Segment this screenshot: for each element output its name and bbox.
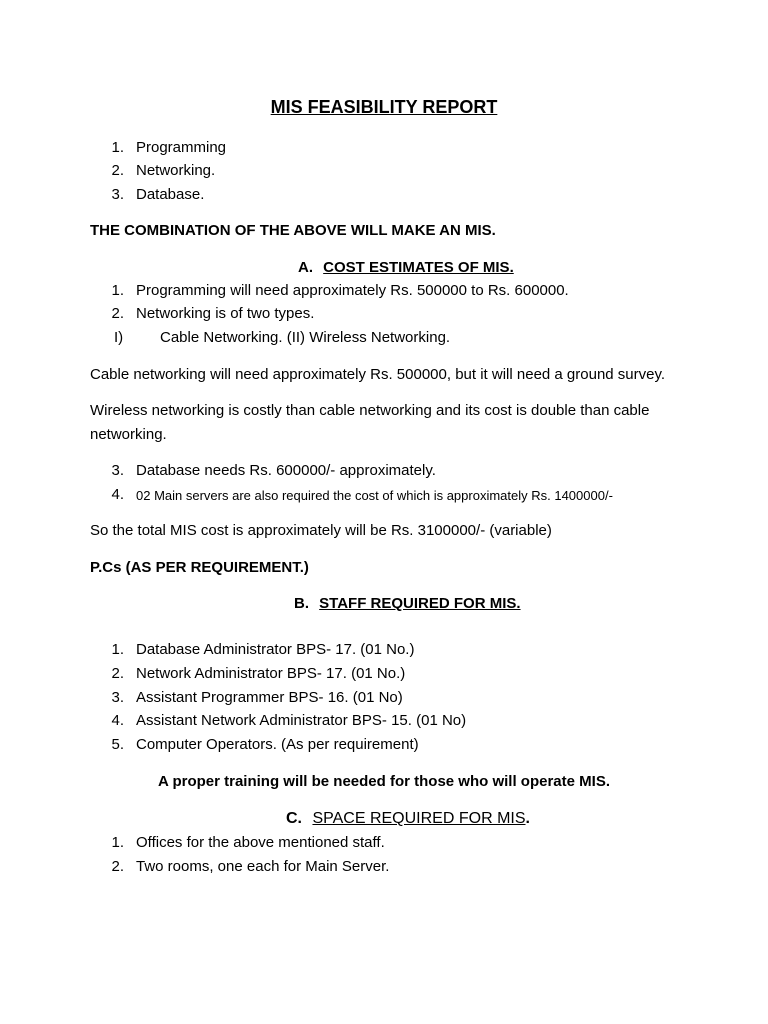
section-title: STAFF REQUIRED FOR MIS. — [319, 595, 521, 612]
list-item: Networking is of two types. — [136, 305, 315, 322]
list-item: Database. — [136, 186, 205, 203]
list-item: Programming will need approximately Rs. 500000 to Rs. 600000. — [136, 282, 569, 299]
list-item: 02 Main servers are also required the cost of which is approximately Rs. 1400000/- — [136, 488, 613, 503]
wireless-paragraph: Wireless networking is costly than cable networking and its cost is double than cable networking. — [90, 402, 650, 443]
list-item: Two rooms, one each for Main Server. — [136, 858, 390, 875]
list-number: 3. — [111, 186, 124, 203]
section-title: COST ESTIMATES OF MIS. — [323, 259, 514, 276]
list-number: 4. — [111, 712, 124, 729]
list-item: Cable Networking. (II) Wireless Networking. — [160, 329, 451, 346]
list-item: Computer Operators. (As per requirement) — [136, 736, 419, 753]
pcs-note: P.Cs (AS PER REQUIREMENT.) — [90, 559, 309, 576]
section-title-period: . — [525, 810, 530, 827]
list-item: Programming — [136, 139, 227, 156]
cable-paragraph: Cable networking will need approximately Rs. 500000, but it will need a ground survey. — [90, 366, 666, 383]
section-a-heading — [298, 259, 514, 277]
combination-statement: THE COMBINATION OF THE ABOVE WILL MAKE AN MIS. — [90, 222, 496, 239]
list-item: Database Administrator BPS- 17. (01 No.) — [136, 641, 415, 658]
section-title: SPACE REQUIRED FOR MIS — [312, 810, 526, 827]
list-number: 1. — [111, 834, 124, 851]
total-cost: So the total MIS cost is approximately will be Rs. 3100000/- (variable) — [90, 522, 552, 539]
list-number: 1. — [111, 641, 124, 658]
list-number: 2. — [111, 305, 124, 322]
section-letter: C. — [286, 810, 302, 827]
list-number: 3. — [111, 689, 124, 706]
list-number: 1. — [111, 139, 124, 156]
section-b-heading — [294, 595, 521, 613]
list-item: Network Administrator BPS- 17. (01 No.) — [136, 665, 406, 682]
section-letter: A. — [298, 259, 313, 276]
list-number: 2. — [111, 162, 124, 179]
list-item: Networking. — [136, 162, 216, 179]
list-number: 1. — [111, 282, 124, 299]
list-number: I) — [114, 329, 124, 346]
section-letter: B. — [294, 595, 309, 612]
section-c-heading — [286, 809, 530, 829]
training-note: A proper training will be needed for those who will operate MIS. — [158, 773, 610, 790]
list-item: Offices for the above mentioned staff. — [136, 834, 385, 851]
list-number: 4. — [111, 486, 124, 503]
list-number: 2. — [111, 858, 124, 875]
list-number: 5. — [111, 736, 124, 753]
list-number: 3. — [111, 462, 124, 479]
list-item: Assistant Programmer BPS- 16. (01 No) — [136, 689, 403, 706]
list-item: Database needs Rs. 600000/- approximately. — [136, 462, 436, 479]
list-item: Assistant Network Administrator BPS- 15. (01 No) — [136, 712, 467, 729]
list-number: 2. — [111, 665, 124, 682]
page-title: MIS FEASIBILITY REPORT — [270, 97, 498, 117]
